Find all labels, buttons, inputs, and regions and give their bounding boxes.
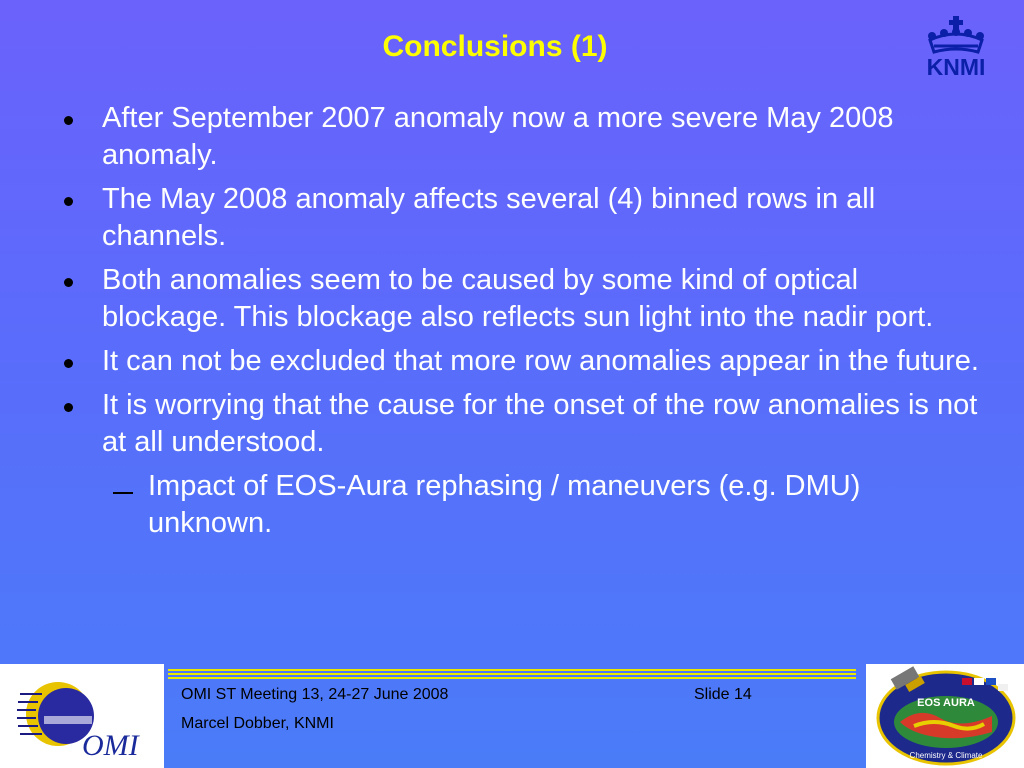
footer-author: Marcel Dobber, KNMI bbox=[181, 715, 334, 732]
list-item bbox=[60, 343, 980, 380]
list-item bbox=[60, 181, 980, 255]
slide-footer bbox=[0, 664, 1024, 768]
eos-aura-logo bbox=[866, 664, 1024, 768]
footer-divider-lines bbox=[168, 669, 856, 679]
omi-logo-text: OMI bbox=[82, 729, 139, 762]
eos-aura-subtitle: Chemistry & Climate bbox=[909, 751, 983, 760]
list-item bbox=[60, 262, 980, 336]
list-item bbox=[60, 387, 980, 461]
dash-icon bbox=[113, 492, 133, 494]
bullet-dot-icon bbox=[64, 278, 73, 287]
crown-icon bbox=[914, 14, 998, 58]
sub-bullet-text: Impact of EOS-Aura rephasing / maneuvers (e.g. DMU) unknown. bbox=[148, 470, 861, 539]
bullet-dot-icon bbox=[64, 197, 73, 206]
bullet-text: It can not be excluded that more row anomalies appear in the future. bbox=[102, 345, 979, 377]
bullet-text: The May 2008 anomaly affects several (4) binned rows in all channels. bbox=[102, 183, 876, 252]
sub-list-item bbox=[60, 468, 980, 542]
knmi-logo bbox=[914, 14, 998, 80]
omi-logo bbox=[0, 664, 164, 768]
slide-title: Conclusions (1) bbox=[382, 30, 608, 63]
bullet-dot-icon bbox=[64, 116, 73, 125]
bullet-text: Both anomalies seem to be caused by some kind of optical blockage. This blockage also reflects sun light into the nadir port. bbox=[102, 264, 934, 333]
bullet-text: It is worrying that the cause for the onset of the row anomalies is not at all understood. bbox=[102, 389, 978, 458]
list-item bbox=[60, 100, 980, 174]
footer-meeting: OMI ST Meeting 13, 24-27 June 2008 bbox=[181, 686, 449, 703]
bullet-text: After September 2007 anomaly now a more severe May 2008 anomaly. bbox=[102, 102, 894, 171]
bullet-dot-icon bbox=[64, 403, 73, 412]
bullet-dot-icon bbox=[64, 359, 73, 368]
knmi-logo-text: KNMI bbox=[926, 54, 986, 80]
bullet-list bbox=[60, 100, 980, 542]
eos-aura-emblem-icon bbox=[870, 666, 1020, 766]
footer-slide-number: Slide 14 bbox=[694, 686, 752, 703]
eos-aura-logo-text: EOS AURA bbox=[917, 697, 975, 709]
